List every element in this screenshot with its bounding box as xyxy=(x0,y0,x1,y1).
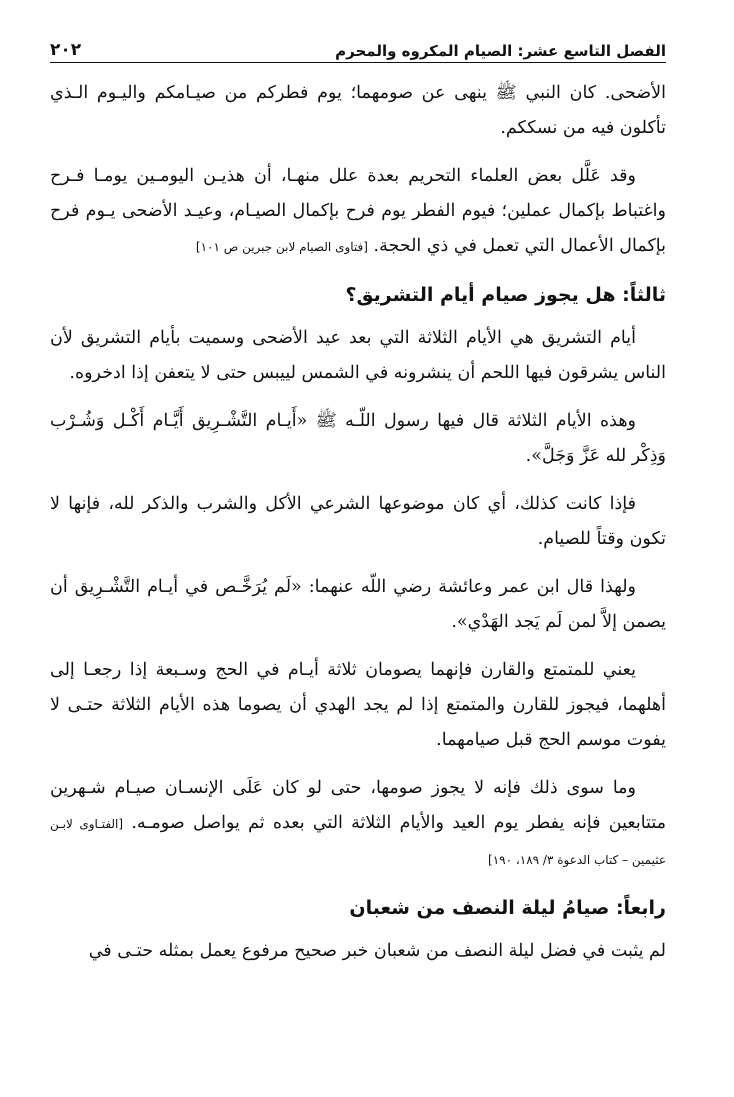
header-rule xyxy=(50,62,666,63)
paragraph-9: لم يثبت في فضل ليلة النصف من شعبان خبر صحيح مرفوع يعمل بمثله حتـى في xyxy=(88,941,666,961)
page-number: ٢٠٢ xyxy=(50,40,82,60)
reference-1: [فتاوى الصيام لابن جبرين ص ١٠١] xyxy=(195,240,368,254)
section-heading-4: رابعاً: صيامُ ليلة النصف من شعبان xyxy=(349,897,666,919)
running-header xyxy=(50,34,666,60)
paragraph-3: أيام التشريق هي الأيام الثلاثة التي بعد عيد الأضحى وسميت بأيام التشريق لأن الناس يشرقون فيها اللحم أن ينشرونه في الشمس لييبس حتى لا يتعفن إذا ادخروه. xyxy=(50,328,666,383)
paragraph-1: الأضحى. كان النبي ﷺ ينهى عن صومهما؛ يوم فطركم من صيـامكم واليـوم الـذي تأكلون فيه من نسككم. xyxy=(50,83,666,138)
paragraph-8 xyxy=(50,771,666,878)
page-body xyxy=(50,76,666,969)
paragraph-5: فإذا كانت كذلك، أي كان موضوعها الشرعي الأكل والشرب والذكر لله، فإنها لا تكون وقتاً للصيام. xyxy=(50,494,666,549)
paragraph-7: يعني للمتمتع والقارن فإنهما يصومان ثلاثة أيـام في الحج وسـبعة إذا رجعـا إلى أهلهما، فيجوز للقارن والمتمتع إذا لم يجد الهدي أن يصوما هذه الأيام الثلاثة حتـى لا يفوت موسم الحج قبل صيامهما. xyxy=(50,660,666,750)
paragraph-8-text: وما سوى ذلك فإنه لا يجوز صومها، حتى لو كان عَلَى الإنسـان صيـام شـهرين متتابعين فإنه يفطر يوم العيد والأيام الثلاثة التي بعده ثم يواصل صومـه. xyxy=(50,778,666,833)
paragraph-6: ولهذا قال ابن عمر وعائشة رضي اللّه عنهما: «لَم يُرَخَّـص في أيـام التَّشْـرِيق أن يصمن إلاَّ لمن لَم يَجد الهَدْي». xyxy=(50,577,666,632)
chapter-title: الفصل التاسع عشر: الصيام المكروه والمحرم xyxy=(335,42,666,60)
reference-2: [الفتـاوى لابـن عثيمين – كتاب الدعوة ٣/ ١٨٩، ١٩٠] xyxy=(50,817,666,867)
section-heading-3: ثالثاً: هل يجوز صيام أيام التشريق؟ xyxy=(345,284,666,306)
paragraph-4: وهذه الأيام الثلاثة قال فيها رسول اللّـه ﷺ «أَيـام التَّشْـرِيق أَيَّـام أَكْـل وَشُـرْب وَذِكْر لله عَزَّ وَجَلَّ». xyxy=(50,411,666,466)
paragraph-2-text: وقد عَلَّل بعض العلماء التحريم بعدة علل منهـا، أن هذيـن اليومـين يومـا فـرح واغتباط بإكمال عملين؛ فيوم الفطر يوم فرح بإكمال الصيـام، وعيـد الأضحى يـوم فرح بإكمال الأعمال التي تعمل في ذي الحجة. xyxy=(50,166,666,256)
paragraph-2 xyxy=(50,159,666,265)
